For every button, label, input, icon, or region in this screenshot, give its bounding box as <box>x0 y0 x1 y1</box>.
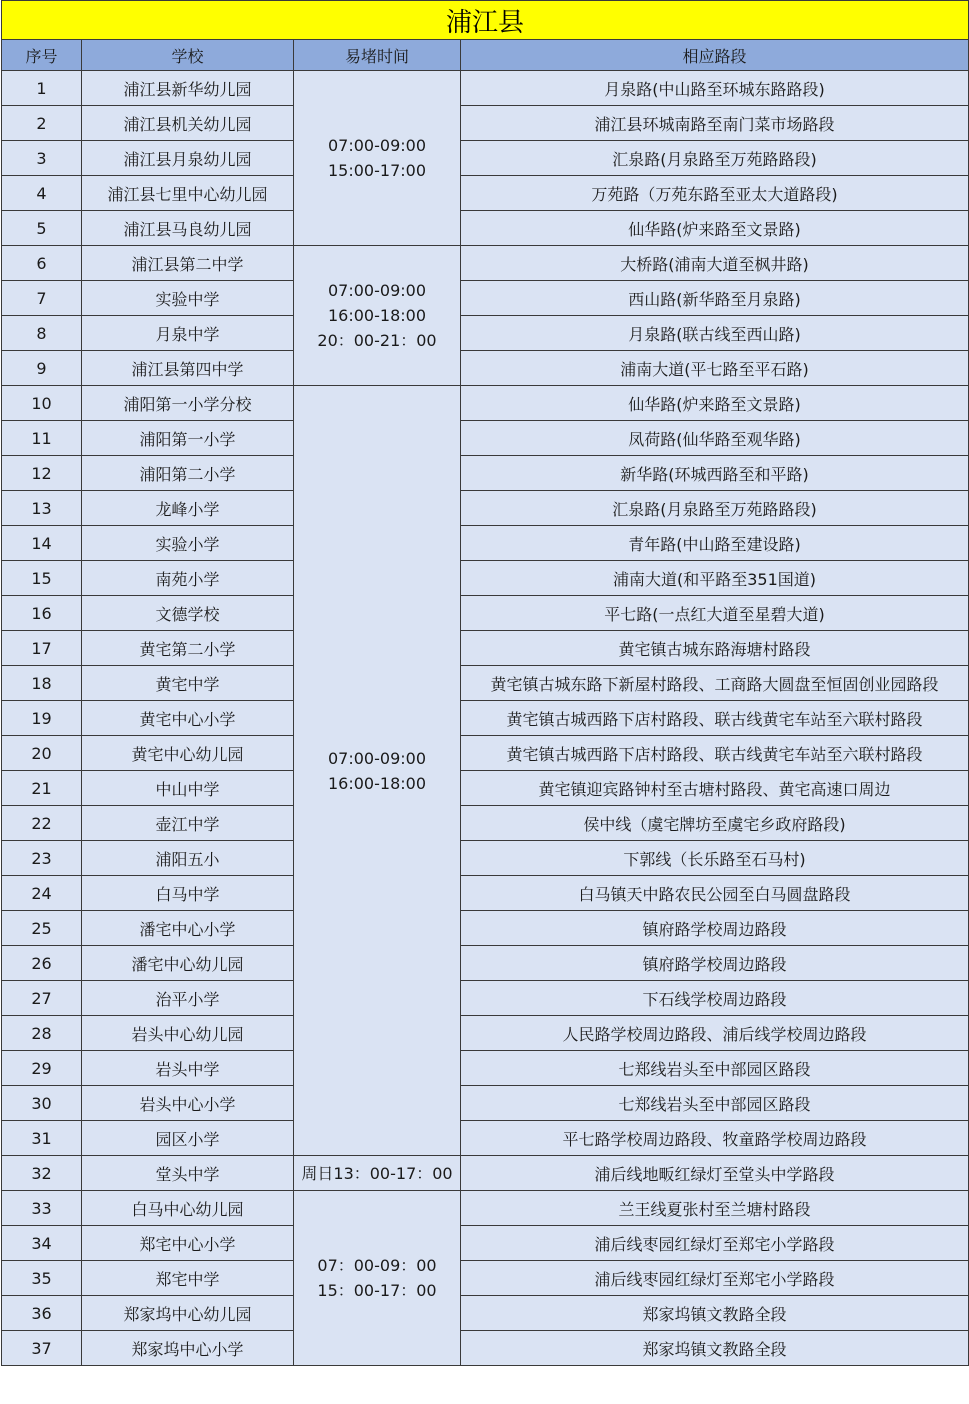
road-section: 浦后线枣园红绿灯至郑宅小学路段 <box>461 1226 969 1261</box>
road-section: 七郑线岩头至中部园区路段 <box>461 1051 969 1086</box>
row-number: 34 <box>2 1226 82 1261</box>
table-row <box>2 736 969 771</box>
school-name: 岩头中学 <box>82 1051 294 1086</box>
road-section: 月泉路(中山路至环城东路路段) <box>461 71 969 106</box>
header-number: 序号 <box>2 40 82 71</box>
congestion-time <box>294 1156 461 1191</box>
table-row <box>2 421 969 456</box>
traffic-table <box>1 0 969 1366</box>
school-name: 园区小学 <box>82 1121 294 1156</box>
row-number: 30 <box>2 1086 82 1121</box>
road-section: 浦南大道(和平路至351国道) <box>461 561 969 596</box>
road-section: 凤荷路(仙华路至观华路) <box>461 421 969 456</box>
table-row <box>2 876 969 911</box>
school-name: 堂头中学 <box>82 1156 294 1191</box>
row-number: 3 <box>2 141 82 176</box>
school-name: 浦江县第二中学 <box>82 246 294 281</box>
table-row <box>2 1086 969 1121</box>
school-name: 岩头中心幼儿园 <box>82 1016 294 1051</box>
time-range: 15:00-17:00 <box>328 161 426 180</box>
road-section: 人民路学校周边路段、浦后线学校周边路段 <box>461 1016 969 1051</box>
row-number: 10 <box>2 386 82 421</box>
table-row <box>2 561 969 596</box>
time-range: 07:00-09:00 <box>328 281 426 300</box>
table-row <box>2 946 969 981</box>
header-road-section: 相应路段 <box>461 40 969 71</box>
road-section: 大桥路(浦南大道至枫井路) <box>461 246 969 281</box>
table-row <box>2 246 969 281</box>
row-number: 13 <box>2 491 82 526</box>
table-row <box>2 351 969 386</box>
school-name: 浦江县新华幼儿园 <box>82 71 294 106</box>
row-number: 11 <box>2 421 82 456</box>
road-section: 郑家坞镇文教路全段 <box>461 1331 969 1366</box>
row-number: 18 <box>2 666 82 701</box>
row-number: 32 <box>2 1156 82 1191</box>
row-number: 28 <box>2 1016 82 1051</box>
row-number: 31 <box>2 1121 82 1156</box>
row-number: 20 <box>2 736 82 771</box>
school-name: 郑宅中学 <box>82 1261 294 1296</box>
row-number: 12 <box>2 456 82 491</box>
table-row <box>2 1296 969 1331</box>
row-number: 5 <box>2 211 82 246</box>
row-number: 14 <box>2 526 82 561</box>
row-number: 2 <box>2 106 82 141</box>
row-number: 36 <box>2 1296 82 1331</box>
school-name: 浦阳五小 <box>82 841 294 876</box>
row-number: 22 <box>2 806 82 841</box>
road-section: 新华路(环城西路至和平路) <box>461 456 969 491</box>
table-row <box>2 596 969 631</box>
row-number: 27 <box>2 981 82 1016</box>
school-name: 壶江中学 <box>82 806 294 841</box>
table-row <box>2 491 969 526</box>
table-row <box>2 316 969 351</box>
header-school: 学校 <box>82 40 294 71</box>
road-section: 七郑线岩头至中部园区路段 <box>461 1086 969 1121</box>
school-name: 岩头中心小学 <box>82 1086 294 1121</box>
time-range: 周日13：00-17：00 <box>301 1163 453 1183</box>
road-section: 黄宅镇古城西路下店村路段、联古线黄宅车站至六联村路段 <box>461 701 969 736</box>
road-section: 平七路(一点红大道至星碧大道) <box>461 596 969 631</box>
congestion-time <box>294 246 461 386</box>
row-number: 15 <box>2 561 82 596</box>
row-number: 21 <box>2 771 82 806</box>
school-name: 浦阳第二小学 <box>82 456 294 491</box>
road-section: 万苑路（万苑东路至亚太大道路段) <box>461 176 969 211</box>
road-section: 仙华路(炉来路至文景路) <box>461 386 969 421</box>
table-row <box>2 1261 969 1296</box>
road-section: 黄宅镇古城西路下店村路段、联古线黄宅车站至六联村路段 <box>461 736 969 771</box>
school-name: 浦江县马良幼儿园 <box>82 211 294 246</box>
time-range: 07：00-09：00 <box>317 1256 437 1275</box>
table-row <box>2 71 969 106</box>
school-name: 潘宅中心小学 <box>82 911 294 946</box>
table-row <box>2 386 969 421</box>
road-section: 黄宅镇古城东路下新屋村路段、工商路大圆盘至恒固创业园路段 <box>461 666 969 701</box>
road-section: 黄宅镇迎宾路钟村至古塘村路段、黄宅高速口周边 <box>461 771 969 806</box>
school-name: 实验中学 <box>82 281 294 316</box>
row-number: 26 <box>2 946 82 981</box>
school-name: 浦阳第一小学 <box>82 421 294 456</box>
school-name: 白马中学 <box>82 876 294 911</box>
table-row <box>2 1226 969 1261</box>
time-range: 16:00-18:00 <box>328 773 426 793</box>
table-row <box>2 176 969 211</box>
table-row <box>2 1331 969 1366</box>
school-name: 月泉中学 <box>82 316 294 351</box>
header-congestion-time: 易堵时间 <box>294 40 461 71</box>
school-name: 浦江县机关幼儿园 <box>82 106 294 141</box>
road-section: 侯中线（虞宅牌坊至虞宅乡政府路段) <box>461 806 969 841</box>
school-name: 黄宅中心小学 <box>82 701 294 736</box>
row-number: 16 <box>2 596 82 631</box>
time-range: 07:00-09:00 <box>328 748 426 768</box>
road-section: 黄宅镇古城东路海塘村路段 <box>461 631 969 666</box>
time-range: 15：00-17：00 <box>317 1281 437 1300</box>
road-section: 浦南大道(平七路至平石路) <box>461 351 969 386</box>
table-row <box>2 211 969 246</box>
table-row <box>2 1016 969 1051</box>
congestion-time <box>294 71 461 246</box>
row-number: 23 <box>2 841 82 876</box>
table-row <box>2 106 969 141</box>
school-name: 浦阳第一小学分校 <box>82 386 294 421</box>
school-name: 南苑小学 <box>82 561 294 596</box>
road-section: 下郭线（长乐路至石马村) <box>461 841 969 876</box>
road-section: 郑家坞镇文教路全段 <box>461 1296 969 1331</box>
road-section: 平七路学校周边路段、牧童路学校周边路段 <box>461 1121 969 1156</box>
congestion-time <box>294 386 461 1156</box>
school-name: 中山中学 <box>82 771 294 806</box>
road-section: 汇泉路(月泉路至万苑路路段) <box>461 141 969 176</box>
header-row <box>2 40 969 71</box>
table-title: 浦江县 <box>2 1 969 40</box>
row-number: 19 <box>2 701 82 736</box>
table-row <box>2 911 969 946</box>
school-name: 黄宅第二小学 <box>82 631 294 666</box>
row-number: 35 <box>2 1261 82 1296</box>
road-section: 仙华路(炉来路至文景路) <box>461 211 969 246</box>
table-row <box>2 1156 969 1191</box>
school-name: 龙峰小学 <box>82 491 294 526</box>
time-range: 20：00-21：00 <box>317 331 437 350</box>
school-name: 浦江县月泉幼儿园 <box>82 141 294 176</box>
title-row <box>2 1 969 40</box>
road-section: 白马镇天中路农民公园至白马圆盘路段 <box>461 876 969 911</box>
table-row <box>2 281 969 316</box>
road-section: 下石线学校周边路段 <box>461 981 969 1016</box>
congestion-time <box>294 1191 461 1366</box>
road-section: 浦后线枣园红绿灯至郑宅小学路段 <box>461 1261 969 1296</box>
table-body <box>2 71 969 1366</box>
table-row <box>2 141 969 176</box>
school-name: 白马中心幼儿园 <box>82 1191 294 1226</box>
table-row <box>2 526 969 561</box>
row-number: 29 <box>2 1051 82 1086</box>
row-number: 8 <box>2 316 82 351</box>
table-row <box>2 841 969 876</box>
row-number: 24 <box>2 876 82 911</box>
road-section: 兰王线夏张村至兰塘村路段 <box>461 1191 969 1226</box>
table-row <box>2 806 969 841</box>
table-row <box>2 981 969 1016</box>
table-row <box>2 631 969 666</box>
row-number: 4 <box>2 176 82 211</box>
road-section: 西山路(新华路至月泉路) <box>461 281 969 316</box>
school-name: 浦江县七里中心幼儿园 <box>82 176 294 211</box>
table-row <box>2 1121 969 1156</box>
school-name: 郑家坞中心幼儿园 <box>82 1296 294 1331</box>
table-row <box>2 666 969 701</box>
road-section: 浦后线地畈红绿灯至堂头中学路段 <box>461 1156 969 1191</box>
school-name: 黄宅中心幼儿园 <box>82 736 294 771</box>
row-number: 37 <box>2 1331 82 1366</box>
row-number: 1 <box>2 71 82 106</box>
time-range: 07:00-09:00 <box>328 136 426 155</box>
row-number: 25 <box>2 911 82 946</box>
table-row <box>2 771 969 806</box>
school-name: 黄宅中学 <box>82 666 294 701</box>
road-section: 汇泉路(月泉路至万苑路路段) <box>461 491 969 526</box>
school-name: 治平小学 <box>82 981 294 1016</box>
school-name: 实验小学 <box>82 526 294 561</box>
road-section: 月泉路(联古线至西山路) <box>461 316 969 351</box>
table-row <box>2 456 969 491</box>
road-section: 浦江县环城南路至南门菜市场路段 <box>461 106 969 141</box>
road-section: 镇府路学校周边路段 <box>461 911 969 946</box>
school-name: 潘宅中心幼儿园 <box>82 946 294 981</box>
school-name: 郑宅中心小学 <box>82 1226 294 1261</box>
table-row <box>2 701 969 736</box>
school-name: 浦江县第四中学 <box>82 351 294 386</box>
time-range: 16:00-18:00 <box>328 306 426 325</box>
road-section: 青年路(中山路至建设路) <box>461 526 969 561</box>
row-number: 17 <box>2 631 82 666</box>
row-number: 9 <box>2 351 82 386</box>
row-number: 33 <box>2 1191 82 1226</box>
table-row <box>2 1191 969 1226</box>
row-number: 6 <box>2 246 82 281</box>
road-section: 镇府路学校周边路段 <box>461 946 969 981</box>
table-row <box>2 1051 969 1086</box>
row-number: 7 <box>2 281 82 316</box>
school-name: 文德学校 <box>82 596 294 631</box>
school-name: 郑家坞中心小学 <box>82 1331 294 1366</box>
